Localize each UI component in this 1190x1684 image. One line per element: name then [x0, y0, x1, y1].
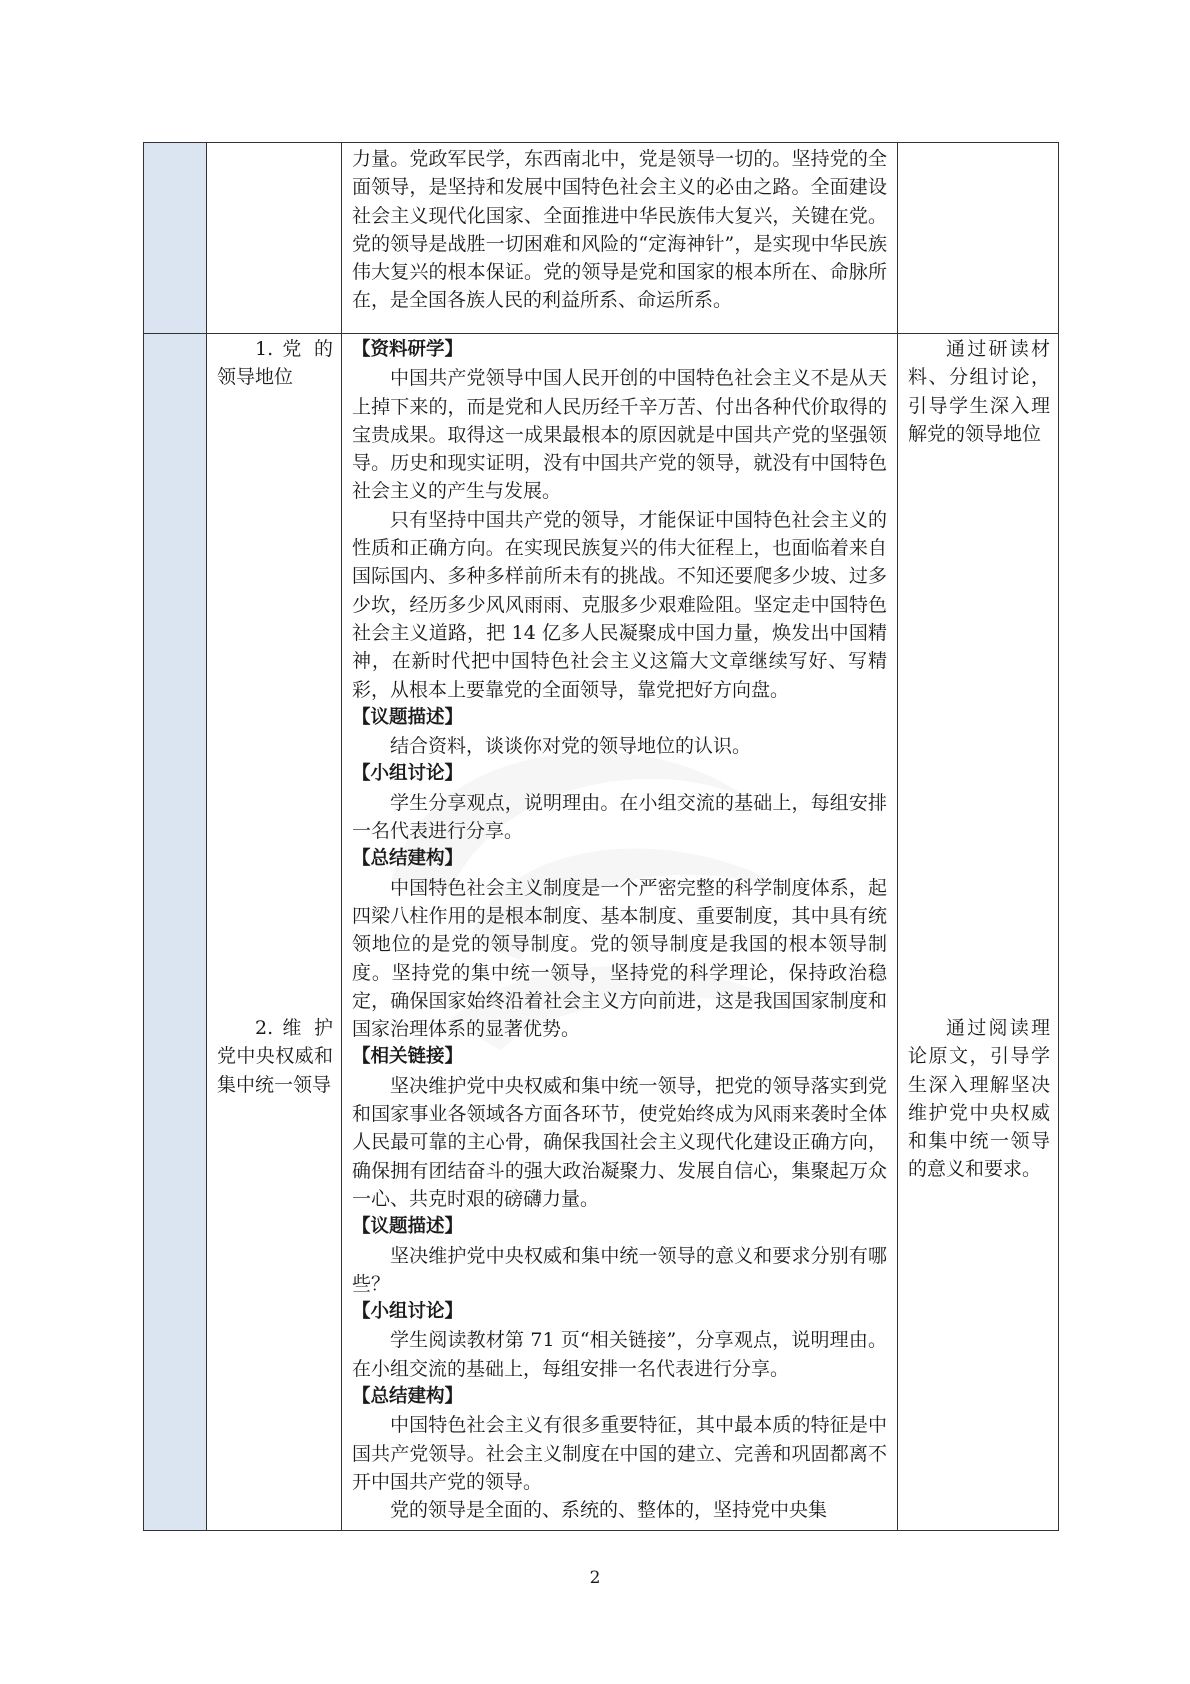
- lesson-plan-table: [143, 142, 1059, 1531]
- section-heading: 【总结建构】: [352, 1385, 464, 1407]
- content-paragraph: 结合资料，谈谈你对党的领导地位的认识。: [390, 735, 752, 758]
- content-cell: [342, 143, 898, 334]
- content-cell: [342, 334, 898, 1531]
- content-paragraph: 中国特色社会主义有很多重要特征，其中最本质的特征是中国共产党领导。社会主义制度在中国的建立、完善和巩固都离不开中国共产党的领导。: [352, 1414, 887, 1493]
- content-blocks: [342, 334, 897, 1524]
- page-number: 2: [589, 1568, 601, 1588]
- content-paragraph: 只有坚持中国共产党的领导，才能保证中国特色社会主义的性质和正确方向。在实现民族复兴的伟大征程上，也面临着来自国际国内、多种多样前所未有的挑战。不知还要爬多少坡、过多少坎，经历多少风风雨雨、克服多少艰难险阻。坚定走中国特色社会主义道路，把 14 亿多人民凝聚成中国力量，焕发出中国精神，在新时代把中国特色社会主义这篇大文章继续写好、写精彩，从根本上要靠党的全面领导，靠党把好方向盘。: [352, 508, 887, 701]
- content-paragraph: 党的领导是全面的、系统的、整体的，坚持党中央集: [390, 1499, 828, 1522]
- goal-cell: [898, 334, 1059, 1531]
- table-row: [144, 143, 1059, 334]
- section-heading: 【议题描述】: [352, 1216, 464, 1238]
- shaded-column-cell: [144, 334, 207, 1531]
- section-heading: 【议题描述】: [352, 706, 464, 728]
- section-heading: 【资料研学】: [352, 339, 464, 360]
- section-heading: 【相关链接】: [352, 1046, 464, 1068]
- section-heading: 【小组讨论】: [352, 763, 464, 785]
- table-row: [144, 334, 1059, 1531]
- section-heading: 【小组讨论】: [352, 1301, 464, 1323]
- topic-cell: [207, 334, 342, 1531]
- topic-uphold-central-authority: 2. 维 护党中央权威和集中统一领导: [217, 1017, 333, 1096]
- content-paragraph: 学生分享观点，说明理由。在小组交流的基础上，每组安排一名代表进行分享。: [352, 791, 887, 843]
- content-paragraph: 力量。党政军民学，东西南北中，党是领导一切的。坚持党的全面领导，是坚持和发展中国特色社会主义的必由之路。全面建设社会主义现代化国家、全面推进中华民族伟大复兴，关键在党。党的领导是战胜一切困难和风险的“定海神针”，是实现中华民族伟大复兴的根本保证。党的领导是党和国家的根本所在、命脉所在，是全国各族人民的利益所系、命运所系。: [352, 148, 887, 312]
- content-paragraph: 中国共产党领导中国人民开创的中国特色社会主义不是从天上掉下来的，而是党和人民历经千辛万苦、付出各种代价取得的宝贵成果。取得这一成果最根本的原因就是中国共产党的坚强领导。历史和现实证明，没有中国共产党的领导，就没有中国特色社会主义的产生与发展。: [352, 367, 887, 503]
- content-paragraph: 学生阅读教材第 71 页“相关链接”，分享观点，说明理由。在小组交流的基础上，每组安排一名代表进行分享。: [352, 1329, 887, 1380]
- content-paragraph: 中国特色社会主义制度是一个严密完整的科学制度体系，起四梁八柱作用的是根本制度、基本制度、重要制度，其中具有统领地位的是党的领导制度。党的领导制度是我国的根本领导制度。坚持党的集中统一领导，坚持党的科学理论，保持政治稳定，确保国家始终沿着社会主义方向前进，这是我国国家制度和国家治理体系的显著优势。: [352, 876, 887, 1041]
- content-paragraph: 坚决维护党中央权威和集中统一领导的意义和要求分别有哪些？: [352, 1244, 887, 1295]
- topic-party-leadership-status: 1. 党 的领导地位: [217, 338, 333, 389]
- content-paragraph: 坚决维护党中央权威和集中统一领导，把党的领导落实到党和国家事业各领域各方面各环节，使党始终成为风雨来袭时全体人民最可靠的主心骨，确保我国社会主义现代化建设正确方向，确保拥有团结奋斗的强大政治凝聚力、发展自信心，集聚起万众一心、共克时艰的磅礴力量。: [352, 1074, 887, 1210]
- shaded-column-cell: [144, 143, 207, 334]
- topic-cell: [207, 143, 342, 334]
- goal-cell: [898, 143, 1059, 334]
- section-heading: 【总结建构】: [352, 848, 464, 870]
- teaching-goal-2: 通过阅读理论原文，引导学生深入理解坚决维护党中央权威和集中统一领导的意义和要求。: [908, 1017, 1050, 1181]
- teaching-goal-1: 通过研读材料、分组讨论，引导学生深入理解党的领导地位: [908, 338, 1050, 445]
